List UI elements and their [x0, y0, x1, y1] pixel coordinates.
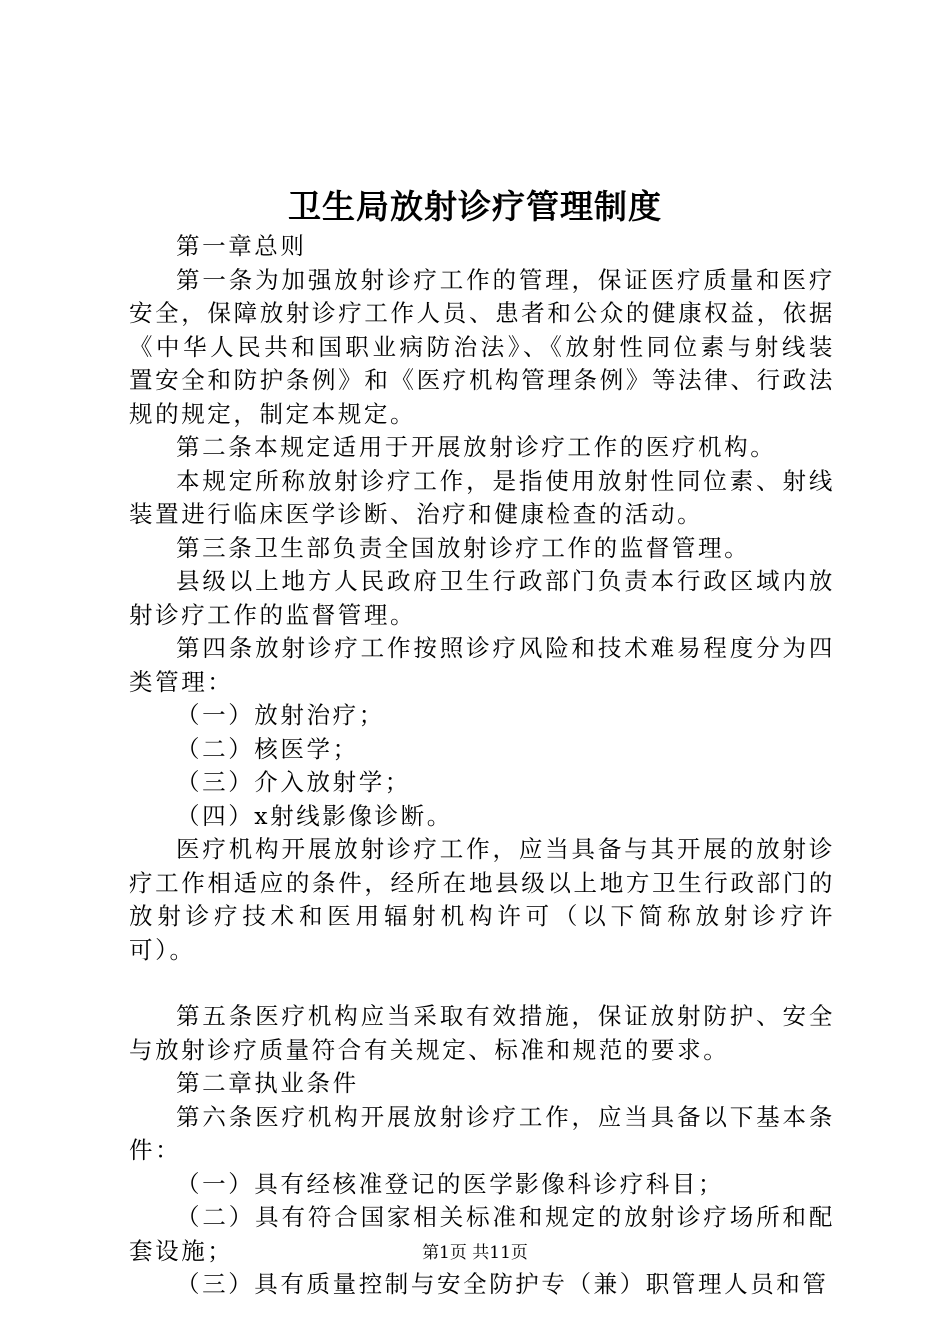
list-item: （二）具有符合国家相关标准和规定的放射诊疗场所和配套设施；: [129, 1203, 835, 1265]
list-item: （一）放射治疗；: [176, 701, 385, 729]
list-item: （一）具有经核准登记的医学影像科诊疗科目；: [176, 1169, 725, 1198]
list-item: （二）核医学；: [176, 734, 359, 763]
list-item: （四）x射线影像诊断。: [176, 801, 453, 830]
chapter-heading: 第一章总则: [176, 232, 307, 260]
paragraph: 县级以上地方人民政府卫生行政部门负责本行政区域内放射诊疗工作的监督管理。: [129, 567, 835, 629]
list-item: （三）介入放射学；: [176, 768, 411, 796]
paragraph: 第五条医疗机构应当采取有效措施，保证放射防护、安全与放射诊疗质量符合有关规定、标准和规范的要求。: [129, 1002, 835, 1064]
document-body: [129, 230, 835, 1302]
paragraph: 医疗机构开展放射诊疗工作，应当具备与其开展的放射诊疗工作相适应的条件，经所在地县级以上地方卫生行政部门的放射诊疗技术和医用辐射机构许可（以下简称放射诊疗许可）。: [129, 835, 835, 964]
page-number: 第1页 共11页: [422, 1243, 528, 1263]
paragraph: 第六条医疗机构开展放射诊疗工作，应当具备以下基本条件：: [129, 1102, 835, 1164]
list-item: （三）具有质量控制与安全防护专（兼）职管理人员和管: [176, 1270, 829, 1298]
chapter-heading: 第二章执业条件: [176, 1069, 359, 1097]
paragraph: 第一条为加强放射诊疗工作的管理，保证医疗质量和医疗安全，保障放射诊疗工作人员、患者和公众的健康权益，依据《中华人民共和国职业病防治法》、《放射性同位素与射线装置安全和防护条例》和《医疗机构管理条例》等法律、行政法规的规定，制定本规定。: [129, 265, 835, 428]
paragraph: 第四条放射诊疗工作按照诊疗风险和技术难易程度分为四类管理：: [129, 634, 835, 696]
paragraph: 第三条卫生部负责全国放射诊疗工作的监督管理。: [176, 533, 751, 562]
paragraph: 本规定所称放射诊疗工作，是指使用放射性同位素、射线装置进行临床医学诊断、治疗和健康检查的活动。: [129, 466, 835, 528]
document-title: 卫生局放射诊疗管理制度: [288, 187, 662, 226]
paragraph: 第二条本规定适用于开展放射诊疗工作的医疗机构。: [176, 433, 777, 461]
